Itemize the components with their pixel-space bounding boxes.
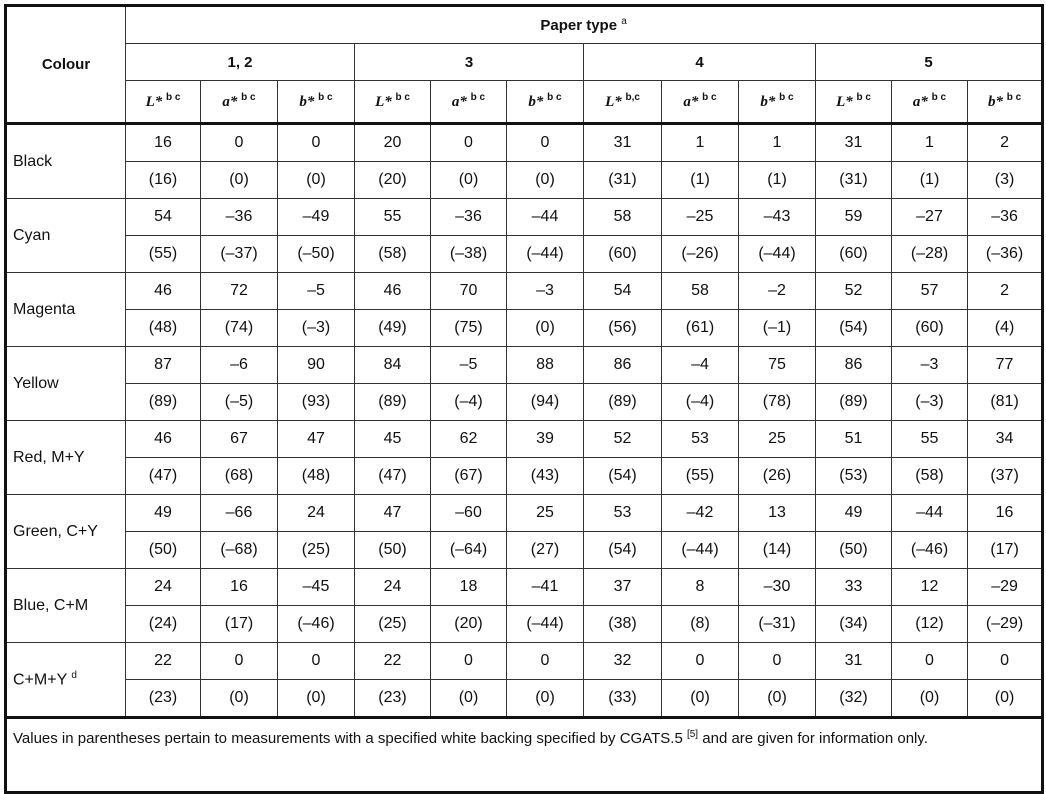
- reference-value-cell: (0): [278, 162, 355, 199]
- component-header: [892, 81, 968, 124]
- reference-value-cell: (48): [278, 458, 355, 495]
- table-row: [6, 199, 1043, 236]
- value-cell: 52: [816, 273, 892, 310]
- value-cell: 45: [355, 421, 431, 458]
- component-footnote-mark: b c: [470, 92, 486, 103]
- value-cell: 0: [201, 124, 278, 162]
- value-cell: –29: [968, 569, 1043, 606]
- reference-value-cell: (37): [968, 458, 1043, 495]
- value-cell: 0: [507, 124, 584, 162]
- component-symbol: L*: [605, 94, 622, 110]
- value-cell: 25: [507, 495, 584, 532]
- value-cell: 0: [431, 643, 507, 680]
- paper-group-header: 1, 2: [126, 44, 355, 81]
- value-cell: 1: [662, 124, 739, 162]
- value-cell: 49: [126, 495, 201, 532]
- reference-value-cell: (31): [584, 162, 662, 199]
- table-row: [6, 680, 1043, 718]
- value-cell: 0: [739, 643, 816, 680]
- reference-value-cell: (38): [584, 606, 662, 643]
- reference-value-cell: (1): [739, 162, 816, 199]
- paper-group-row: [6, 44, 1043, 81]
- component-footnote-mark: b c: [395, 92, 410, 103]
- reference-value-cell: (0): [201, 162, 278, 199]
- reference-value-cell: (4): [968, 310, 1043, 347]
- component-footnote-mark: b c: [702, 92, 717, 103]
- value-cell: 12: [892, 569, 968, 606]
- value-cell: 86: [816, 347, 892, 384]
- reference-value-cell: (58): [355, 236, 431, 273]
- value-cell: 51: [816, 421, 892, 458]
- value-cell: 33: [816, 569, 892, 606]
- reference-value-cell: (1): [662, 162, 739, 199]
- value-cell: –5: [431, 347, 507, 384]
- component-header: [431, 81, 507, 124]
- component-symbol: b*: [528, 94, 544, 110]
- value-cell: 8: [662, 569, 739, 606]
- table-row: [6, 458, 1043, 495]
- table-body: [6, 124, 1043, 718]
- reference-value-cell: (55): [126, 236, 201, 273]
- reference-value-cell: (–5): [201, 384, 278, 421]
- reference-value-cell: (53): [816, 458, 892, 495]
- value-cell: 2: [968, 124, 1043, 162]
- component-header: [355, 81, 431, 124]
- value-cell: 16: [968, 495, 1043, 532]
- value-cell: 37: [584, 569, 662, 606]
- value-cell: 16: [126, 124, 201, 162]
- table-row: [6, 569, 1043, 606]
- value-cell: 31: [816, 124, 892, 162]
- reference-value-cell: (50): [355, 532, 431, 569]
- value-cell: 20: [355, 124, 431, 162]
- reference-value-cell: (–26): [662, 236, 739, 273]
- value-cell: 0: [201, 643, 278, 680]
- reference-value-cell: (67): [431, 458, 507, 495]
- value-cell: 34: [968, 421, 1043, 458]
- table-footnote: Values in parentheses pertain to measurements with a specified white backing specified by CGATS.5 [5] and are given for information only.: [6, 718, 1043, 793]
- reference-value-cell: (89): [355, 384, 431, 421]
- value-cell: –3: [892, 347, 968, 384]
- component-symbol: L*: [375, 94, 392, 110]
- reference-value-cell: (0): [507, 310, 584, 347]
- value-cell: 53: [584, 495, 662, 532]
- reference-value-cell: (93): [278, 384, 355, 421]
- reference-value-cell: (25): [355, 606, 431, 643]
- reference-value-cell: (1): [892, 162, 968, 199]
- reference-value-cell: (0): [507, 162, 584, 199]
- value-cell: 59: [816, 199, 892, 236]
- reference-value-cell: (–46): [892, 532, 968, 569]
- value-cell: 16: [201, 569, 278, 606]
- reference-value-cell: (23): [126, 680, 201, 718]
- reference-value-cell: (–29): [968, 606, 1043, 643]
- reference-value-cell: (–64): [431, 532, 507, 569]
- value-cell: 49: [816, 495, 892, 532]
- reference-value-cell: (49): [355, 310, 431, 347]
- value-cell: –36: [201, 199, 278, 236]
- table-row: [6, 643, 1043, 680]
- value-cell: 22: [355, 643, 431, 680]
- value-cell: 13: [739, 495, 816, 532]
- reference-value-cell: (–3): [278, 310, 355, 347]
- reference-value-cell: (–1): [739, 310, 816, 347]
- reference-value-cell: (60): [816, 236, 892, 273]
- reference-value-cell: (–28): [892, 236, 968, 273]
- value-cell: 0: [892, 643, 968, 680]
- reference-value-cell: (20): [431, 606, 507, 643]
- reference-value-cell: (0): [507, 680, 584, 718]
- value-cell: –27: [892, 199, 968, 236]
- value-cell: 72: [201, 273, 278, 310]
- value-cell: 55: [355, 199, 431, 236]
- colour-header: Colour: [6, 6, 126, 124]
- component-header: [278, 81, 355, 124]
- reference-value-cell: (0): [739, 680, 816, 718]
- value-cell: 24: [278, 495, 355, 532]
- component-header: [816, 81, 892, 124]
- value-cell: –2: [739, 273, 816, 310]
- reference-value-cell: (–44): [662, 532, 739, 569]
- component-row: [6, 81, 1043, 124]
- table-row: [6, 421, 1043, 458]
- value-cell: 67: [201, 421, 278, 458]
- paper-group-header: 4: [584, 44, 816, 81]
- value-cell: 84: [355, 347, 431, 384]
- reference-value-cell: (47): [355, 458, 431, 495]
- reference-value-cell: (54): [584, 532, 662, 569]
- value-cell: 0: [662, 643, 739, 680]
- value-cell: –36: [968, 199, 1043, 236]
- component-header: [584, 81, 662, 124]
- value-cell: 88: [507, 347, 584, 384]
- reference-value-cell: (12): [892, 606, 968, 643]
- value-cell: 31: [816, 643, 892, 680]
- table-row: [6, 162, 1043, 199]
- component-header: [662, 81, 739, 124]
- reference-value-cell: (34): [816, 606, 892, 643]
- reference-value-cell: (24): [126, 606, 201, 643]
- colour-name: Red, M+Y: [6, 421, 126, 495]
- reference-value-cell: (–37): [201, 236, 278, 273]
- value-cell: 1: [739, 124, 816, 162]
- value-cell: –3: [507, 273, 584, 310]
- table-row: [6, 606, 1043, 643]
- component-symbol: L*: [836, 94, 853, 110]
- value-cell: 55: [892, 421, 968, 458]
- reference-value-cell: (58): [892, 458, 968, 495]
- value-cell: –44: [507, 199, 584, 236]
- reference-value-cell: (89): [126, 384, 201, 421]
- reference-value-cell: (32): [816, 680, 892, 718]
- reference-value-cell: (94): [507, 384, 584, 421]
- value-cell: –25: [662, 199, 739, 236]
- value-cell: 54: [584, 273, 662, 310]
- reference-value-cell: (–36): [968, 236, 1043, 273]
- value-cell: 39: [507, 421, 584, 458]
- value-cell: 24: [126, 569, 201, 606]
- table-header: [6, 6, 1043, 124]
- reference-value-cell: (–50): [278, 236, 355, 273]
- value-cell: –42: [662, 495, 739, 532]
- value-cell: –60: [431, 495, 507, 532]
- value-cell: 0: [507, 643, 584, 680]
- component-header: [201, 81, 278, 124]
- colour-name: Black: [6, 124, 126, 199]
- colour-name: Yellow: [6, 347, 126, 421]
- value-cell: –49: [278, 199, 355, 236]
- reference-value-cell: (0): [662, 680, 739, 718]
- reference-value-cell: (56): [584, 310, 662, 347]
- value-cell: 18: [431, 569, 507, 606]
- reference-value-cell: (50): [816, 532, 892, 569]
- paper-type-header: Paper type $^a$: [126, 6, 1043, 44]
- component-header: [968, 81, 1043, 124]
- reference-value-cell: (–3): [892, 384, 968, 421]
- reference-value-cell: (27): [507, 532, 584, 569]
- value-cell: –36: [431, 199, 507, 236]
- table-row: [6, 532, 1043, 569]
- value-cell: 58: [584, 199, 662, 236]
- component-symbol: L*: [145, 94, 163, 110]
- reference-value-cell: (60): [584, 236, 662, 273]
- value-cell: –5: [278, 273, 355, 310]
- colour-name: C+M+Y $^d$: [6, 643, 126, 718]
- reference-value-cell: (48): [126, 310, 201, 347]
- reference-value-cell: (–31): [739, 606, 816, 643]
- component-header: [739, 81, 816, 124]
- value-cell: 54: [126, 199, 201, 236]
- component-header: [507, 81, 584, 124]
- value-cell: 87: [126, 347, 201, 384]
- value-cell: –41: [507, 569, 584, 606]
- component-header: [126, 81, 201, 124]
- reference-value-cell: (17): [201, 606, 278, 643]
- reference-value-cell: (–4): [662, 384, 739, 421]
- reference-value-cell: (–44): [507, 236, 584, 273]
- reference-value-cell: (0): [968, 680, 1043, 718]
- value-cell: 75: [739, 347, 816, 384]
- reference-value-cell: (0): [201, 680, 278, 718]
- reference-value-cell: (43): [507, 458, 584, 495]
- colour-footnote-mark: d: [71, 669, 77, 681]
- value-cell: 0: [431, 124, 507, 162]
- component-footnote-mark: b c: [241, 92, 256, 103]
- value-cell: 2: [968, 273, 1043, 310]
- reference-value-cell: (60): [892, 310, 968, 347]
- value-cell: 90: [278, 347, 355, 384]
- reference-value-cell: (–44): [507, 606, 584, 643]
- reference-value-cell: (17): [968, 532, 1043, 569]
- value-cell: 62: [431, 421, 507, 458]
- component-footnote-mark: b c: [931, 92, 947, 103]
- reference-value-cell: (78): [739, 384, 816, 421]
- value-cell: 70: [431, 273, 507, 310]
- table-row: [6, 495, 1043, 532]
- value-cell: –66: [201, 495, 278, 532]
- reference-value-cell: (50): [126, 532, 201, 569]
- component-footnote-mark: b c: [165, 92, 181, 103]
- value-cell: 0: [278, 124, 355, 162]
- reference-value-cell: (31): [816, 162, 892, 199]
- reference-value-cell: (74): [201, 310, 278, 347]
- value-cell: 77: [968, 347, 1043, 384]
- component-symbol: a*: [912, 94, 928, 110]
- component-footnote-mark: b c: [856, 92, 871, 103]
- colour-name: Magenta: [6, 273, 126, 347]
- component-footnote-mark: b c: [779, 92, 794, 103]
- value-cell: 47: [355, 495, 431, 532]
- value-cell: 25: [739, 421, 816, 458]
- value-cell: 52: [584, 421, 662, 458]
- component-footnote-mark: b c: [1006, 92, 1022, 103]
- value-cell: 24: [355, 569, 431, 606]
- paper-group-header: 3: [355, 44, 584, 81]
- reference-value-cell: (0): [431, 162, 507, 199]
- table-row: [6, 310, 1043, 347]
- reference-value-cell: (–4): [431, 384, 507, 421]
- value-cell: 0: [968, 643, 1043, 680]
- reference-value-cell: (89): [816, 384, 892, 421]
- reference-value-cell: (68): [201, 458, 278, 495]
- reference-value-cell: (–68): [201, 532, 278, 569]
- colour-values-table: [4, 4, 1044, 794]
- component-symbol: b*: [760, 94, 776, 110]
- reference-value-cell: (47): [126, 458, 201, 495]
- reference-value-cell: (55): [662, 458, 739, 495]
- component-symbol: a*: [222, 94, 238, 110]
- colour-name: Blue, C+M: [6, 569, 126, 643]
- component-footnote-mark: b c: [547, 92, 562, 103]
- colour-name: Cyan: [6, 199, 126, 273]
- value-cell: 32: [584, 643, 662, 680]
- component-symbol: b*: [987, 94, 1003, 110]
- reference-value-cell: (54): [584, 458, 662, 495]
- reference-value-cell: (0): [278, 680, 355, 718]
- reference-value-cell: (8): [662, 606, 739, 643]
- value-cell: –44: [892, 495, 968, 532]
- value-cell: 86: [584, 347, 662, 384]
- value-cell: 58: [662, 273, 739, 310]
- value-cell: 46: [126, 421, 201, 458]
- value-cell: 46: [126, 273, 201, 310]
- value-cell: –30: [739, 569, 816, 606]
- table-row: [6, 236, 1043, 273]
- value-cell: 53: [662, 421, 739, 458]
- reference-value-cell: (–38): [431, 236, 507, 273]
- reference-value-cell: (–44): [739, 236, 816, 273]
- reference-value-cell: (23): [355, 680, 431, 718]
- reference-value-cell: (20): [355, 162, 431, 199]
- value-cell: 57: [892, 273, 968, 310]
- value-cell: 46: [355, 273, 431, 310]
- value-cell: 22: [126, 643, 201, 680]
- reference-value-cell: (54): [816, 310, 892, 347]
- reference-value-cell: (3): [968, 162, 1043, 199]
- component-symbol: a*: [683, 94, 699, 110]
- reference-mark: [5]: [686, 729, 699, 740]
- reference-value-cell: (26): [739, 458, 816, 495]
- colour-name: Green, C+Y: [6, 495, 126, 569]
- value-cell: –45: [278, 569, 355, 606]
- component-symbol: b*: [299, 94, 315, 110]
- value-cell: –43: [739, 199, 816, 236]
- reference-value-cell: (25): [278, 532, 355, 569]
- value-cell: –6: [201, 347, 278, 384]
- component-footnote-mark: b,c: [625, 92, 640, 103]
- reference-value-cell: (61): [662, 310, 739, 347]
- value-cell: –4: [662, 347, 739, 384]
- reference-value-cell: (0): [431, 680, 507, 718]
- reference-value-cell: (0): [892, 680, 968, 718]
- table-row: [6, 347, 1043, 384]
- table-row: [6, 273, 1043, 310]
- value-cell: 31: [584, 124, 662, 162]
- reference-value-cell: (14): [739, 532, 816, 569]
- paper-group-header: 5: [816, 44, 1043, 81]
- reference-value-cell: (81): [968, 384, 1043, 421]
- reference-value-cell: (75): [431, 310, 507, 347]
- component-symbol: a*: [451, 94, 467, 110]
- value-cell: 47: [278, 421, 355, 458]
- table-row: [6, 124, 1043, 162]
- reference-value-cell: (33): [584, 680, 662, 718]
- value-cell: 1: [892, 124, 968, 162]
- table-row: [6, 384, 1043, 421]
- reference-value-cell: (89): [584, 384, 662, 421]
- reference-value-cell: (–46): [278, 606, 355, 643]
- reference-value-cell: (16): [126, 162, 201, 199]
- component-footnote-mark: b c: [318, 92, 333, 103]
- value-cell: 0: [278, 643, 355, 680]
